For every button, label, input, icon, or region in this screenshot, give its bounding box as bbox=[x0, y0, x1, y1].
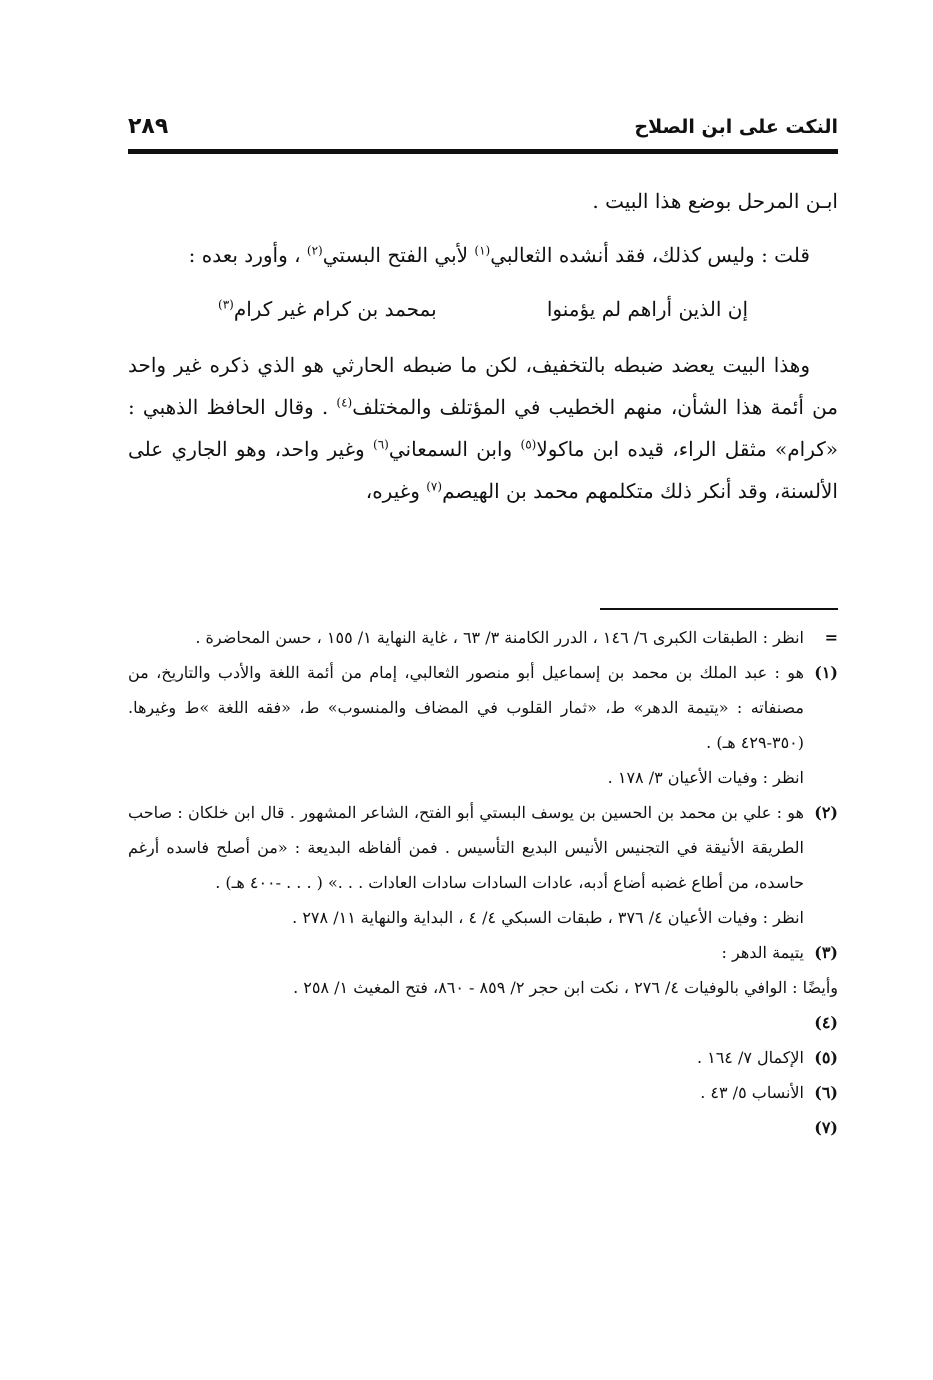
header-rule bbox=[128, 149, 838, 154]
footnote-5-mark: (٥) bbox=[814, 1048, 838, 1067]
paragraph-2-text-b: لأبي الفتح البستي bbox=[322, 243, 475, 267]
footnote-7 bbox=[128, 1110, 838, 1145]
paragraph-3-text-e: وغيره، bbox=[365, 479, 427, 503]
footnote-ref-2[interactable]: (٢) bbox=[306, 243, 323, 258]
paragraph-2-text-c: ، وأورد بعده : bbox=[188, 243, 307, 267]
footnote-ref-5[interactable]: (٥) bbox=[520, 437, 537, 452]
footnote-2-mark: (٢) bbox=[814, 803, 838, 822]
paragraph-2 bbox=[128, 234, 838, 276]
header-title: النكت على ابن الصلاح bbox=[634, 116, 838, 138]
paragraph-1 bbox=[128, 180, 838, 222]
footnote-continuation-text: انظر : الطبقات الكبرى ٦/ ١٤٦ ، الدرر الكامنة ٣/ ٦٣ ، غاية النهاية ١/ ١٥٥ ، حسن المحاضرة . bbox=[195, 628, 804, 647]
footnote-4-mark: (٤) bbox=[814, 1013, 838, 1032]
paragraph-1-text: ابـن المرحل بوضع هذا البيت . bbox=[592, 189, 838, 213]
paragraph-3 bbox=[128, 344, 838, 512]
footnote-continuation-mark: = bbox=[824, 628, 838, 647]
footnote-2-reference: انظر : وفيات الأعيان ٤/ ٣٧٦ ، طبقات السبكي ٤/ ٤ ، البداية والنهاية ١١/ ٢٧٨ . bbox=[292, 908, 804, 927]
main-text bbox=[128, 180, 838, 512]
footnote-5-text: الإكمال ٧/ ١٦٤ . bbox=[696, 1048, 804, 1067]
running-header bbox=[128, 110, 838, 146]
footnote-1-reference: انظر : وفيات الأعيان ٣/ ١٧٨ . bbox=[607, 768, 804, 787]
paragraph-3-text-d: وغير واحد، وهو الجاري على الألسنة، وقد أنكر ذلك متكلمهم محمد بن الهيصم bbox=[128, 437, 838, 503]
footnote-1 bbox=[128, 655, 838, 795]
footnote-6-text: الأنساب ٥/ ٤٣ . bbox=[700, 1083, 804, 1102]
footnote-3-mark: (٣) bbox=[814, 943, 838, 962]
footnote-ref-7[interactable]: (٧) bbox=[426, 479, 443, 494]
footnote-ref-3[interactable]: (٣) bbox=[218, 297, 234, 312]
footnote-6-mark: (٦) bbox=[814, 1083, 838, 1102]
footnote-ref-4[interactable]: (٤) bbox=[336, 395, 353, 410]
paragraph-2-text-a: قلت : وليس كذلك، فقد أنشده الثعالبي bbox=[490, 243, 810, 267]
footnote-1-mark: (١) bbox=[814, 663, 838, 682]
footnote-ref-1[interactable]: (١) bbox=[474, 243, 491, 258]
footnotes bbox=[128, 620, 838, 1145]
footnote-4 bbox=[128, 1005, 838, 1040]
page-number: ٢٨٩ bbox=[128, 114, 169, 139]
footnote-5 bbox=[128, 1040, 838, 1075]
footnote-3-continued bbox=[128, 970, 838, 1005]
footnote-7-mark: (٧) bbox=[814, 1118, 838, 1137]
footnote-ref-6[interactable]: (٦) bbox=[373, 437, 389, 452]
verse-first-hemistich: إن الذين أراهم لم يؤمنوا bbox=[546, 297, 748, 321]
footnote-continuation bbox=[128, 620, 838, 655]
footnote-3-more: وأيضًا : الوافي بالوفيات ٤/ ٢٧٦ ، نكت ابن حجر ٢/ ٨٥٩ - ٨٦٠، فتح المغيث ١/ ٢٥٨ . bbox=[293, 978, 838, 997]
footnote-2-text: هو : علي بن محمد بن الحسين بن يوسف البستي أبو الفتح، الشاعر المشهور . قال ابن خلكان : صاحب الطريقة الأنيقة في التجنيس الأنيس البديع التأسيس . فمن ألفاظه البديعة : «من أصلح فاسده أرغم حاسده، من أطاع غضبه أضاع أدبه، عادات السادات سادات العادات . . .» ( . . . -٤٠٠ هـ) . bbox=[128, 803, 804, 892]
poem-verse bbox=[128, 288, 838, 330]
footnote-3-text: يتيمة الدهر : bbox=[721, 943, 804, 962]
paragraph-3-text-a: وهذا البيت يعضد ضبطه بالتخفيف، لكن ما ضبطه الحارثي هو الذي ذكره غير واحد من أئمة هذا الشأن، منهم الخطيب في المؤتلف والمختلف bbox=[128, 353, 839, 419]
footnote-2 bbox=[128, 795, 838, 935]
verse-second-hemistich bbox=[218, 288, 437, 330]
footnote-1-text: هو : عبد الملك بن محمد بن إسماعيل أبو منصور الثعالبي، إمام من أئمة اللغة والأدب والتاريخ، من مصنفاته : «يتيمة الدهر» ط، «ثمار القلوب في المضاف والمنسوب» ط، «فقه اللغة »ط وغيرها. (٣٥٠-٤٢٩ هـ) . bbox=[128, 663, 804, 752]
footnote-3 bbox=[128, 935, 838, 970]
footnote-separator bbox=[600, 608, 838, 610]
verse-second-text: بمحمد بن كرام غير كرام bbox=[233, 297, 437, 321]
paragraph-3-text-c: وابن السمعاني bbox=[388, 437, 521, 461]
footnote-6 bbox=[128, 1075, 838, 1110]
paragraph-3-text-b: . وقال الحافظ الذهبي : «كرام» مثقل الراء، قيده ابن ماكولا bbox=[128, 395, 838, 461]
